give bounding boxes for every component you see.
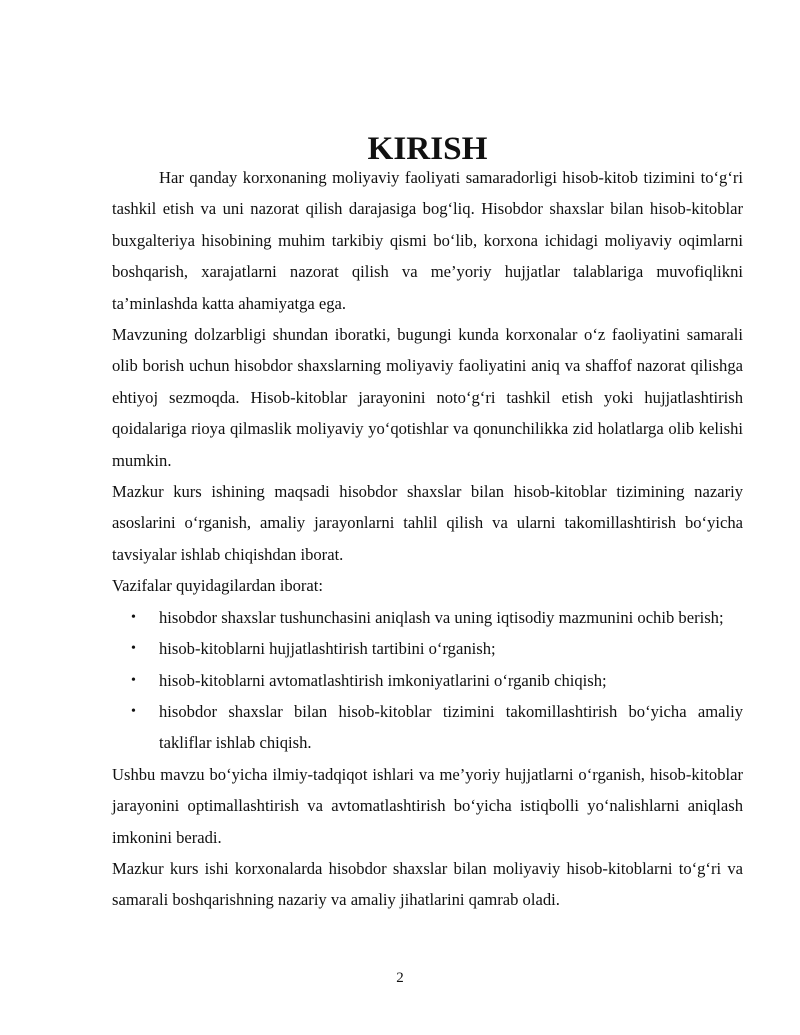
list-item — [112, 696, 743, 759]
list-item — [112, 602, 743, 633]
bullet-icon: • — [131, 609, 136, 625]
bullet-icon: • — [131, 703, 136, 719]
list-item-text: hisob-kitoblarni hujjatlashtirish tartibini o‘rganish; — [159, 639, 496, 659]
page-content — [112, 130, 743, 916]
conclusion-paragraph: Mazkur kurs ishi korxonalarda hisobdor shaxslar bilan moliyaviy hisob-kitoblarni to‘g‘ri va samarali boshqarishning nazariy va amaliy jihatlarini qamrab oladi. — [112, 858, 743, 910]
list-item-text: hisob-kitoblarni avtomatlashtirish imkoniyatlarini o‘rganib chiqish; — [159, 670, 607, 690]
bullet-icon: • — [131, 672, 136, 688]
tasks-list — [112, 602, 743, 759]
tasks-intro-paragraph: Vazifalar quyidagilardan iborat: — [112, 576, 324, 596]
bullet-icon: • — [131, 641, 136, 657]
intro-paragraph: Har qanday korxonaning moliyaviy faoliyati samaradorligi hisob-kitob tizimini to‘g‘ri tashkil etish va uni nazorat qilish darajasiga bog‘liq. Hisobdor shaxslar bilan hisob-kitoblar buxgalteriya hisobining muhim tarkibiy qismi bo‘lib, korxona ichidagi moliyaviy oqimlarni boshqarish, xarajatlarni nazorat qilish va me’yoriy hujjatlar talablariga muvofiqlikni ta’minlashda katta ahamiyatga ega. — [112, 168, 743, 313]
section-title: KIRISH — [367, 130, 488, 167]
research-paragraph: Ushbu mavzu bo‘yicha ilmiy-tadqiqot ishlari va me’yoriy hujjatlarni o‘rganish, hisob-kitoblar jarayonini optimallashtirish va avtomatlashtirish bo‘yicha istiqbolli yo‘nalishlarni aniqlash imkonini beradi. — [112, 764, 743, 847]
list-item — [112, 665, 743, 696]
list-item-text: hisobdor shaxslar bilan hisob-kitoblar tizimini takomillashtirish bo‘yicha amaliy takliflar ishlab chiqish. — [159, 701, 743, 753]
list-item — [112, 633, 743, 664]
relevance-paragraph: Mavzuning dolzarbligi shundan iboratki, bugungi kunda korxonalar o‘z faoliyatini samarali olib borish uchun hisobdor shaxslarning moliyaviy faoliyatini aniq va shaffof nazorat qilishga ehtiyoj sezmoqda. Hisob-kitoblar jarayonini noto‘g‘ri tashkil etish yoki hujjatlashtirish qoidalariga rioya qilmaslik moliyaviy yo‘qotishlar va qonunchilikka zid holatlarga olib kelishi mumkin. — [112, 325, 743, 470]
page-number: 2 — [396, 970, 404, 986]
goal-paragraph: Mazkur kurs ishining maqsadi hisobdor shaxslar bilan hisob-kitoblar tizimining nazariy asoslarini o‘rganish, amaliy jarayonlarni tahlil qilish va ularni takomillashtirish bo‘yicha tavsiyalar ishlab chiqishdan iborat. — [112, 482, 743, 564]
list-item-text: hisobdor shaxslar tushunchasini aniqlash va uning iqtisodiy mazmunini ochib berish; — [159, 607, 724, 627]
